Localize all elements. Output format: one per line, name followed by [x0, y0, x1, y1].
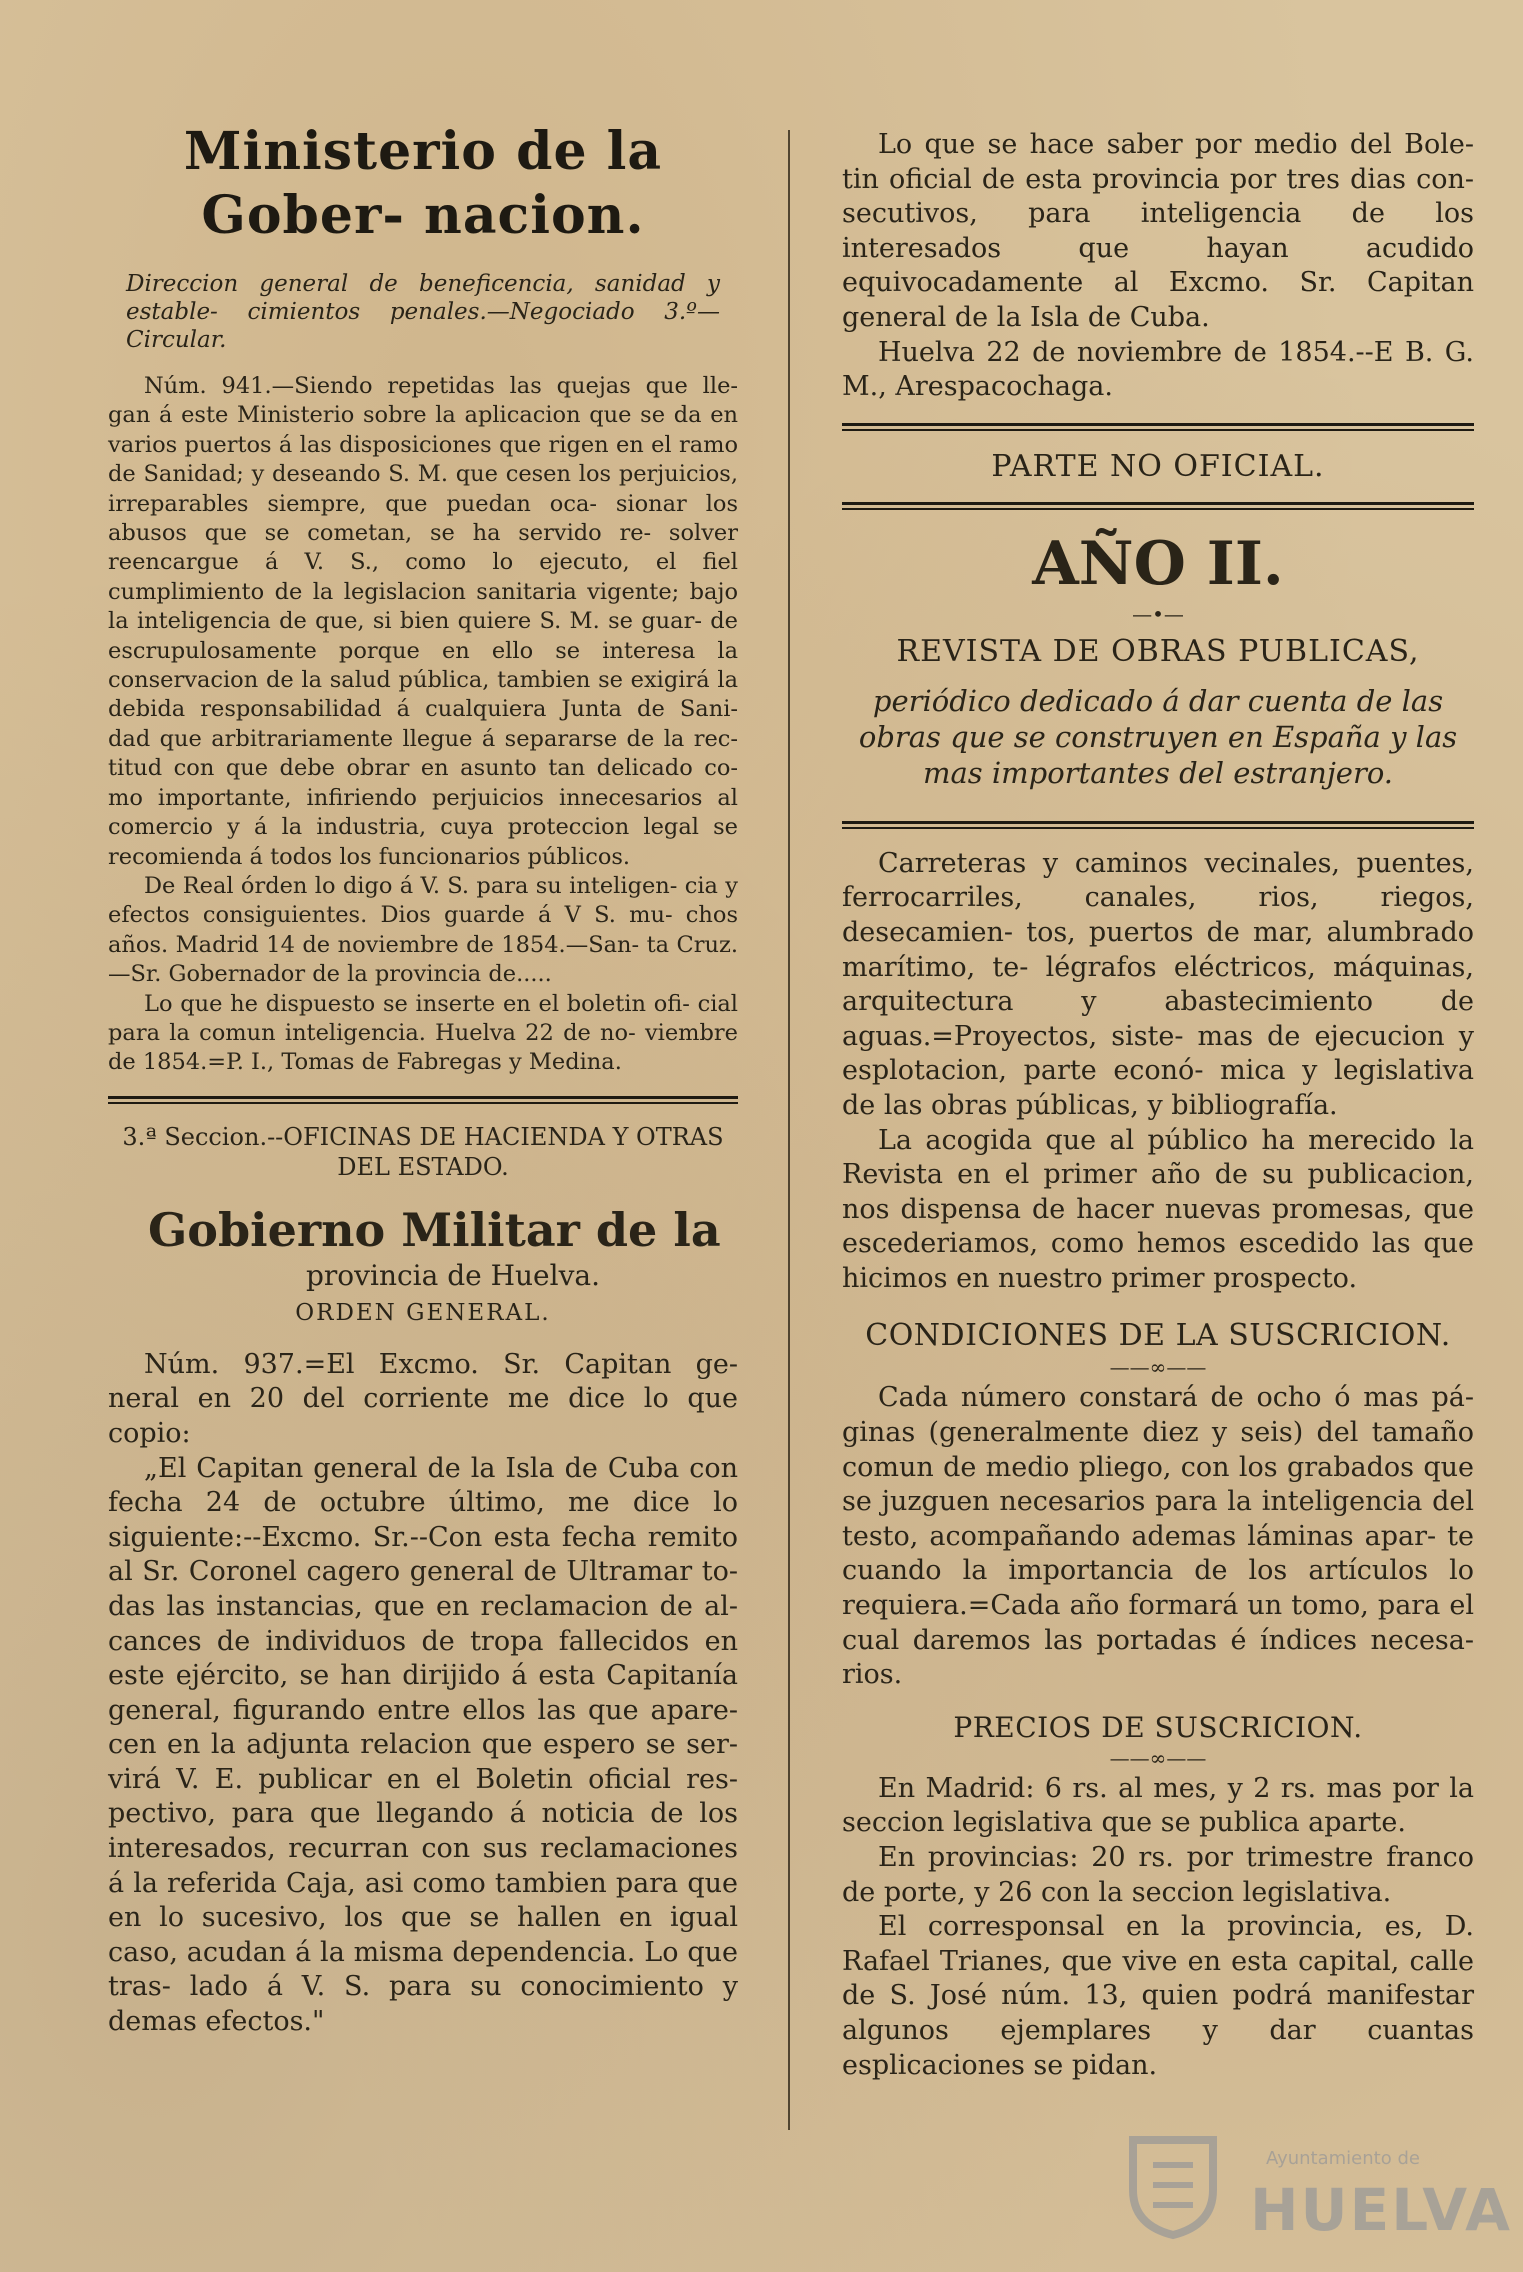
paragraph: El corresponsal en la provincia, es, D. Rafael Trianes, que vive en esta capital, calle de S. José núm. 13, quien podrá manifestar algunos ejemplares y dar cuantas esplicaciones se pidan. [842, 1911, 1474, 2081]
paragraph: Núm. 937.=El Excmo. Sr. Capitan ge- neral en 20 del corriente me dice lo que copio: [108, 1348, 738, 1449]
ornament-divider: —•— [1132, 601, 1184, 626]
paragraph: Lo que he dispuesto se inserte en el boletin ofi- cial para la comun inteligencia. Huelva 22 de no- viembre de 1854.=P. I., Tomas de Fabregas y Medina. [108, 990, 738, 1076]
orden-general-heading: ORDEN GENERAL. [295, 1299, 551, 1326]
revista-heading: REVISTA DE OBRAS PUBLICAS, [896, 633, 1420, 669]
ornament-divider: ——∞—— [1109, 1745, 1207, 1770]
shield-icon [1118, 2130, 1228, 2240]
section-rule [842, 502, 1474, 510]
paragraph: Núm. 941.—Siendo repetidas las quejas que lle- gan á este Ministerio sobre la aplicacion que se da en varios puertos á las disposiciones que rigen en el ramo de Sanidad; y deseando S. M. que cesen los perjuicios, irreparables siempre, que puedan oca- sionar los abusos que se cometan, se ha servido re- solver reencargue á V. S., como lo ejecuto, el fiel cumplimiento de la legislacion sanitaria vigente; bajo la inteligencia de que, si bien quiere S. M. se guar- de escrupulosamente porque en ello se interesa la conservacion de la salud pública, tambien se exigirá la debida responsabilidad á cualquiera Junta de Sani- dad que arbitrariamente llegue á separarse de la rec- titud con que debe obrar en asunto tan delicado co- mo importante, infiriendo perjuicios innecesarios al comercio y á la industria, cuya proteccion legal se recomienda á todos los funcionarios públicos. [108, 373, 738, 870]
revista-intro [842, 847, 1474, 1297]
precios-body [842, 1772, 1474, 2083]
ministerio-body [108, 372, 738, 1078]
paragraph: Lo que se hace saber por medio del Bole- tin oficial de esta provincia por tres dias con- secutivos, para inteligencia de los interesados que hayan acudido equivocadamente al Excmo. Sr. Capitan general de la Isla de Cuba. [842, 129, 1474, 333]
paragraph: Carreteras y caminos vecinales, puentes, ferrocarriles, canales, rios, riegos, desecamien- tos, puertos de mar, alumbrado marítimo, te- légrafos eléctricos, máquinas, arquitectura y abastecimiento de aguas.=Proyectos, siste- mas de ejecucion y esplotacion, parte econó- mica y legislativa de las obras públicas, y bibliografía. [842, 847, 1474, 1121]
ano-heading: AÑO II. [1032, 528, 1284, 599]
gobierno-body [108, 1348, 738, 2040]
ornament-divider: ——∞—— [1109, 1355, 1207, 1380]
right-column [842, 128, 1474, 2083]
gobierno-title: Gobierno Militar de la [148, 1202, 721, 1257]
ministerio-subtitle: Direccion general de beneficencia, sanidad y estable- cimientos penales.—Negociado 3.º—Circular. [126, 271, 720, 353]
left-column [108, 120, 738, 2040]
notice-body [842, 128, 1474, 405]
section-heading: 3.ª Seccion.--OFICINAS DE HACIENDA Y OTRAS DEL ESTADO. [122, 1122, 724, 1181]
huelva-watermark-logo [1118, 2130, 1513, 2244]
paragraph: Huelva 22 de noviembre de 1854.--E B. G. M., Arespacochaga. [842, 336, 1474, 403]
parte-no-oficial-heading: PARTE NO OFICIAL. [991, 448, 1325, 484]
ministerio-title: Ministerio de la Gober- nacion. [183, 121, 663, 246]
paragraph: De Real órden lo digo á V. S. para su inteligen- cia y efectos consiguientes. Dios guarde á V S. mu- chos años. Madrid 14 de noviembre de 1854.—San- ta Cruz.—Sr. Gobernador de la provincia de..... [108, 872, 738, 988]
section-rule [108, 1096, 738, 1104]
revista-description: periódico dedicado á dar cuenta de las obras que se construyen en España y las mas importantes del estranjero. [858, 683, 1458, 790]
paragraph: Cada número constará de ocho ó mas pá- ginas (generalmente diez y seis) del tamaño comun de medio pliego, con los grabados que se juzguen necesarios para la inteligencia del testo, acompañando ademas láminas apar- te cuando la importancia de los artículos lo requiera.=Cada año formará un tomo, para el cual daremos las portadas é índices necesa- rios. [842, 1382, 1474, 1691]
paragraph: „El Capitan general de la Isla de Cuba con fecha 24 de octubre último, me dice lo siguiente:--Excmo. Sr.--Con esta fecha remito al Sr. Coronel cagero general de Ultramar to- das las instancias, que en reclamacion de al- cances de individuos de tropa fallecidos en este ejército, se han dirijido á esta Capitanía general, figurando entre ellos las que apare- cen en la adjunta relacion que espero se ser- virá V. E. publicar en el Boletin oficial res- pectivo, para que llegando á noticia de los interesados, recurran con sus reclamaciones á la referida Caja, asi como tambien para que en lo sucesivo, los que se hallen en igual caso, acudan á la misma dependencia. Lo que tras- lado á V. S. para su conocimiento y demas efectos." [108, 1452, 738, 2038]
paragraph: En provincias: 20 rs. por trimestre franco de porte, y 26 con la seccion legislativa. [842, 1842, 1474, 1908]
condiciones-heading: CONDICIONES DE LA SUSCRICION. [865, 1318, 1451, 1354]
watermark-small-text: Ayuntamiento de [1266, 2148, 1420, 2169]
section-rule [842, 821, 1474, 829]
paragraph: La acogida que al público ha merecido la Revista en el primer año de su publicacion, nos dispensa de hacer nuevas promesas, que escederiamos, como hemos escedido las que hicimos en nuestro primer prospecto. [842, 1124, 1474, 1294]
section-rule [842, 423, 1474, 431]
precios-heading: PRECIOS DE SUSCRICION. [953, 1710, 1363, 1744]
column-divider [788, 130, 790, 2130]
gobierno-subtitle: provincia de Huelva. [306, 1258, 600, 1292]
condiciones-body [842, 1381, 1474, 1692]
watermark-big-text: HUELVA [1250, 2176, 1513, 2244]
paragraph: En Madrid: 6 rs. al mes, y 2 rs. mas por la seccion legislativa que se publica aparte. [842, 1772, 1474, 1839]
